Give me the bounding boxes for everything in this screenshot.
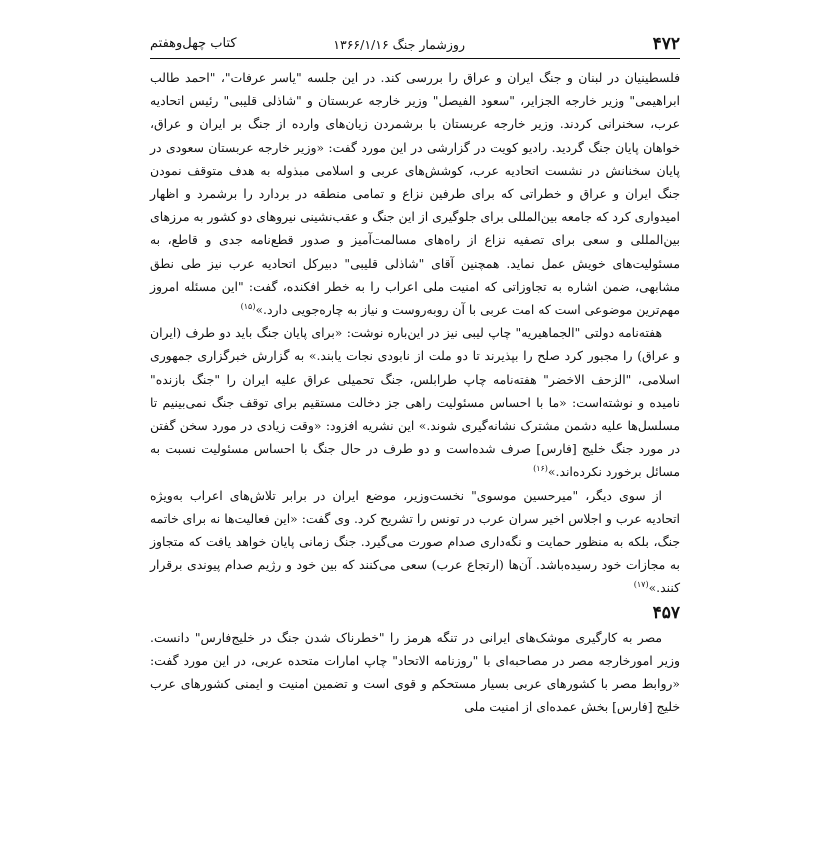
page-number: ۴۷۲ [652, 34, 680, 54]
footnote-ref: (۱۶) [533, 464, 548, 474]
paragraph-text: فلسطینیان در لبنان و جنگ ایران و عراق را بررسی کند. در این جلسه "یاسر عرفات"، "احمد طالب ابراهیمی" وزیر خارجه الجزایر، "سعود الفیصل" وزیر خارجه عربستان و "شاذلی قلیبی" رئیس اتحادیه عرب، سخنرانی کردند. وزیر خارجه عربستان با برشمردن زیان‌های وارده از جنگ بر ایران و عراق، خواهان پایان جنگ گردید. رادیو کویت در گزارشی در این مورد گفت: «وزیر خارجه عربستان سعودی در پایان سخنانش در نشست اتحادیه عرب، کوشش‌های عربی و اسلامی مبذوله به هدف متوقف نمودن جنگ ایران و عراق و خطراتی که برای طرفین نزاع و تمامی منطقه در بردارد را برشمرد و اظهار امیدواری کرد که جامعه بین‌المللی برای جلوگیری از این جنگ و عقب‌نشینی نیروهای دو کشور به مرزهای بین‌المللی و سعی برای تصفیه نزاع از راه‌های مسالمت‌آمیز و صدور قطع‌نامه جدی و قاطع، به مسئولیت‌های خویش عمل نماید. همچنین آقای "شاذلی قلیبی" دبیرکل اتحادیه عرب نیز طی نطق مشابهی، ضمن اشاره به تجاوزاتی که امنیت ملی اعراب را به خطر افکنده، گفت: "این مسئله امروز مهم‌ترین موضوعی است که امت عربی با آن روبه‌روست و نیاز به چاره‌جویی دارد.» [150, 70, 680, 318]
paragraph-arab-league-session [150, 66, 680, 321]
day-number-heading: ۴۵۷ [652, 602, 680, 623]
paragraph-text: مصر به کارگیری موشک‌های ایرانی در تنگه هرمز را "خطرناک شدن جنگ در خلیج‌فارس" دانست. وزیر امورخارجه مصر در مصاحبه‌ای با "روزنامه الاتحاد" چاپ امارات متحده عربی، در این مورد گفت: «روابط مصر با کشورهای عربی بسیار مستحکم و قوی است و تضمین امنیت و ایمنی کشورهای عرب خلیج [فارس] بخش عمده‌ای از امنیت ملی [150, 629, 680, 715]
page-header [150, 28, 680, 59]
book-title: کتاب چهل‌وهفتم [150, 36, 237, 51]
page-body [150, 66, 680, 718]
running-title: روزشمار جنگ ۱۳۶۶/۱/۱۶ [333, 37, 465, 52]
paragraph-mousavi [150, 484, 680, 600]
paragraph-text: هفته‌نامه دولتی "الجماهیریه" چاپ لیبی نیز در این‌باره نوشت: «برای پایان جنگ باید دو طرف (ایران و عراق) را مجبور کرد صلح را بپذیرند تا دو ملت از نابودی نجات یابند.» به گزارش خبرگزاری جمهوری اسلامی، "الزحف الاخضر" هفته‌نامه چاپ طرابلس، جنگ تحمیلی عراق علیه ایران را "جنگ بازنده" نامیده و نوشته‌است: «ما با احساس مسئولیت راهی جز دخالت مستقیم برای توقف جنگ نمی‌بینیم تا مسلسل‌ها علیه دشمن مشترک نشانه‌گیری شوند.» این نشریه افزود: «وقت زیادی در مورد سخن گفتن در مورد جنگ خلیج [فارس] صرف شده‌است و دو طرف در حال جنگ با احساس مسئولیت نسبت به مسائل برخورد نکرده‌اند.» [150, 325, 680, 480]
paragraph-text: از سوی دیگر، "میرحسین موسوی" نخست‌وزیر، موضع ایران در برابر تلاش‌های اعراب به‌ویژه اتحادیه عرب و اجلاس اخیر سران عرب در تونس را تشریح کرد. وی گفت: «این فعالیت‌ها نه برای خاتمه جنگ، بلکه به منظور حمایت و نگه‌داری صدام صورت می‌گیرد. جنگ زمانی پایان خواهد یافت که متجاوز به مجازات خود رسیده‌باشد. آن‌ها (ارتجاع عرب) سعی می‌کنند که بین خود و رژیم صدام پیوندی برقرار کنند.» [150, 487, 680, 596]
footnote-ref: (۱۷) [633, 580, 649, 590]
paragraph-al-jamahiriya [150, 321, 680, 483]
footnote-ref: (۱۵) [240, 301, 256, 311]
paragraph-egypt [150, 626, 680, 719]
